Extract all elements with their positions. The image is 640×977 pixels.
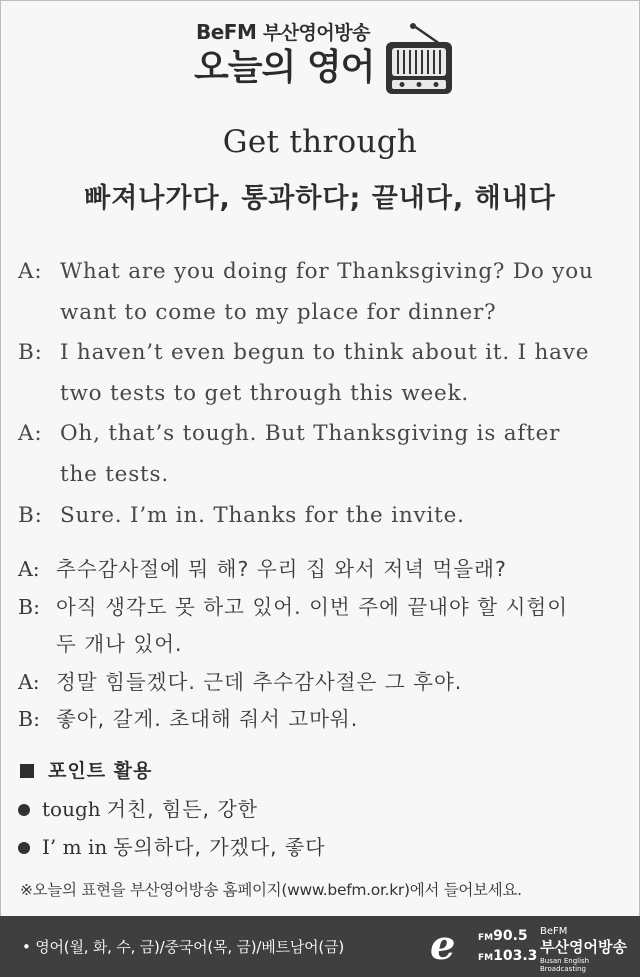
speaker-label: B: [18,594,40,619]
footer-bar [0,916,640,977]
bullet-dot-icon [18,804,30,816]
point-meaning: 동의하다, 가겠다, 좋다 [113,835,326,859]
station-name: 부산영어방송 [262,22,370,44]
logo-fm2-freq: 103.3 [493,948,538,964]
square-bullet-icon [20,764,34,778]
logo-e: e [430,922,456,969]
point-item [18,828,326,866]
dialog-text: I haven’t even begun to think about it. I have [60,340,590,366]
logo-fm2-label: FM [478,953,494,963]
dialog-line [18,589,628,627]
dialog-text: the tests. [60,461,169,487]
dialog-text: 정말 힘들겠다. 근데 추수감사절은 그 후야. [56,669,463,694]
logo-sub: Busan English Broadcasting [540,957,590,973]
dialog-text: What are you doing for Thanksgiving? Do you [60,259,594,284]
dialog-korean [18,551,628,739]
dialog-text: 좋아, 갈게. 초대해 줘서 고마워. [56,707,359,731]
logo-name: 부산영어방송 [540,938,627,956]
speaker-label: B: [18,502,43,528]
logo-brand: BeFM [540,926,568,937]
logo-fm2 [478,948,537,964]
dialog-line [18,252,628,293]
dialog-line [18,551,628,589]
dialog-line-cont [18,293,628,334]
speaker-label: B: [18,340,43,366]
point-keyword: tough [42,797,101,821]
speaker-label: A: [18,669,40,694]
dialog-line [18,414,628,455]
footnote: ※오늘의 표현을 부산영어방송 홈페이지(www.befm.or.kr)에서 들어보세요. [20,881,522,899]
speaker-label: B: [18,707,40,731]
point-heading-text: 포인트 활용 [48,760,153,782]
dialog-text: two tests to get through this week. [60,380,470,406]
speaker-label: A: [18,421,43,447]
lesson-meaning: 빠져나가다, 통과하다; 끝내다, 해내다 [84,183,556,214]
dialog-text: 두 개나 있어. [56,632,183,656]
point-item [18,790,326,828]
logo-fm1-freq: 90.5 [493,928,528,944]
logo-fm1-label: FM [478,933,494,943]
brand-befm: BeFM [196,20,257,44]
speaker-label: A: [18,259,43,284]
brand-line [196,18,370,45]
point-keyword: I’ m in [42,835,108,859]
dialog-line [18,664,628,702]
bullet-dot-icon [18,842,30,854]
lesson-phrase: Get through [222,124,418,160]
show-title: 오늘의 영어 [194,47,375,88]
point-list [18,790,326,866]
dialog-line [18,701,628,739]
dialog-line-cont [18,374,628,415]
point-meaning: 거친, 힘든, 강한 [106,797,259,821]
dialog-line [18,333,628,374]
dialog-text: want to come to my place for dinner? [60,299,497,325]
befm-logo [430,924,635,972]
speaker-label: A: [18,557,40,581]
logo-fm1 [478,928,528,944]
dialog-line-cont [18,455,628,496]
dialog-english [18,252,628,536]
dialog-text: Oh, that’s tough. But Thanksgiving is after [60,421,561,447]
dialog-text: 추수감사절에 뭐 해? 우리 집 와서 저녁 먹을래? [56,557,507,581]
dialog-line [18,496,628,537]
dialog-text: 아직 생각도 못 하고 있어. 이번 주에 끝내야 할 시험이 [56,594,569,619]
dialog-line-cont [18,626,628,664]
dialog-text: Sure. I’m in. Thanks for the invite. [60,502,465,528]
language-schedule: • 영어(월, 화, 수, 금)/중국어(목, 금)/베트남어(금) [22,938,345,956]
point-heading [20,756,152,783]
radio-icon [384,20,454,98]
header [0,12,640,94]
